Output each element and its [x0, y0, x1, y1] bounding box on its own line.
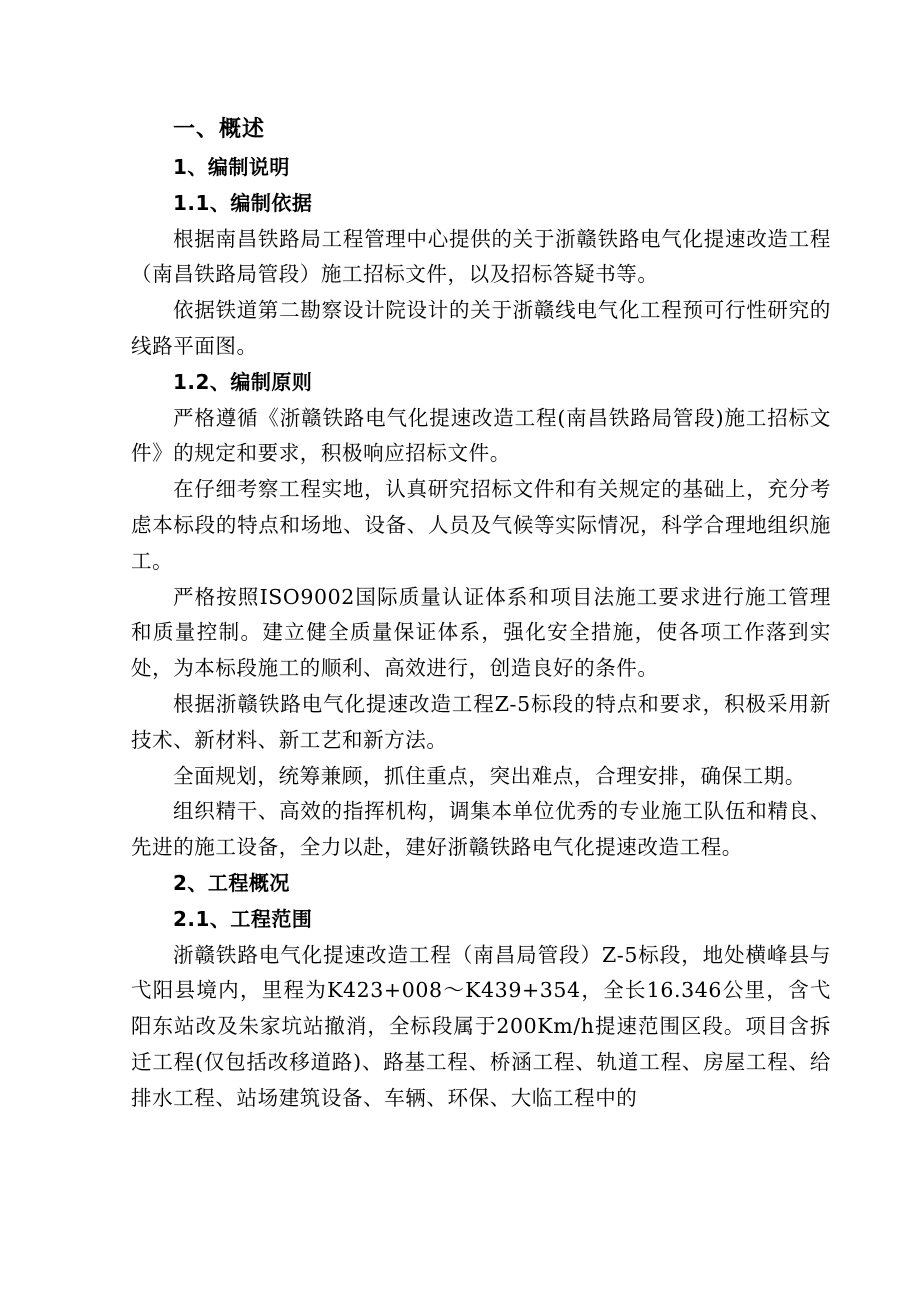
paragraph-principle-quality: 严格按照ISO9002国际质量认证体系和项目法施工要求进行施工管理和质量控制。建立健全质量保证体系，强化安全措施，使各项工作落到实处，为本标段施工的顺利、高效进行，创造良好的条件。: [131, 584, 831, 681]
heading-project-scope: 2.1、工程范围: [173, 906, 313, 931]
paragraph-project-scope: 浙赣铁路电气化提速改造工程（南昌局管段）Z-5标段，地处横峰县与弋阳县境内，里程为K423+008～K439+354，全长16.346公里，含弋阳东站改及朱家坑站撤消，全标段属于200Km/h提速范围区段。项目含拆迁工程(仅包括改移道路)、路基工程、桥涵工程、轨道工程、房屋工程、给排水工程、站场建筑设备、车辆、环保、大临工程中的: [131, 942, 831, 1110]
paragraph-basis-survey: 依据铁道第二勘察设计院设计的关于浙赣线电气化工程预可行性研究的线路平面图。: [131, 298, 831, 358]
paragraph-principle-technology: 根据浙赣铁路电气化提速改造工程Z-5标段的特点和要求，积极采用新技术、新材料、新工艺和新方法。: [131, 691, 831, 752]
paragraph-principle-tender: 严格遵循《浙赣铁路电气化提速改造工程(南昌铁路局管段)施工招标文件》的规定和要求，积极响应招标文件。: [131, 405, 831, 466]
paragraph-principle-site: 在仔细考察工程实地，认真研究招标文件和有关规定的基础上，充分考虑本标段的特点和场地、设备、人员及气候等实际情况，科学合理地组织施工。: [131, 477, 831, 573]
heading-compilation-principles: 1.2、编制原则: [173, 369, 313, 394]
heading-project-overview: 2、工程概况: [173, 870, 290, 895]
heading-compilation-basis: 1.1、编制依据: [173, 190, 313, 215]
heading-overview: 一、概述: [173, 117, 266, 142]
heading-compilation-notes: 1、编制说明: [173, 155, 290, 179]
paragraph-principle-planning: 全面规划，统筹兼顾，抓住重点，突出难点，合理安排，确保工期。: [173, 763, 806, 788]
paragraph-basis-tender: 根据南昌铁路局工程管理中心提供的关于浙赣铁路电气化提速改造工程（南昌铁路局管段）施工招标文件，以及招标答疑书等。: [131, 226, 831, 287]
document-body: [131, 112, 831, 1117]
paragraph-principle-organization: 组织精干、高效的指挥机构，调集本单位优秀的专业施工队伍和精良、先进的施工设备，全力以赴，建好浙赣铁路电气化提速改造工程。: [131, 799, 831, 860]
